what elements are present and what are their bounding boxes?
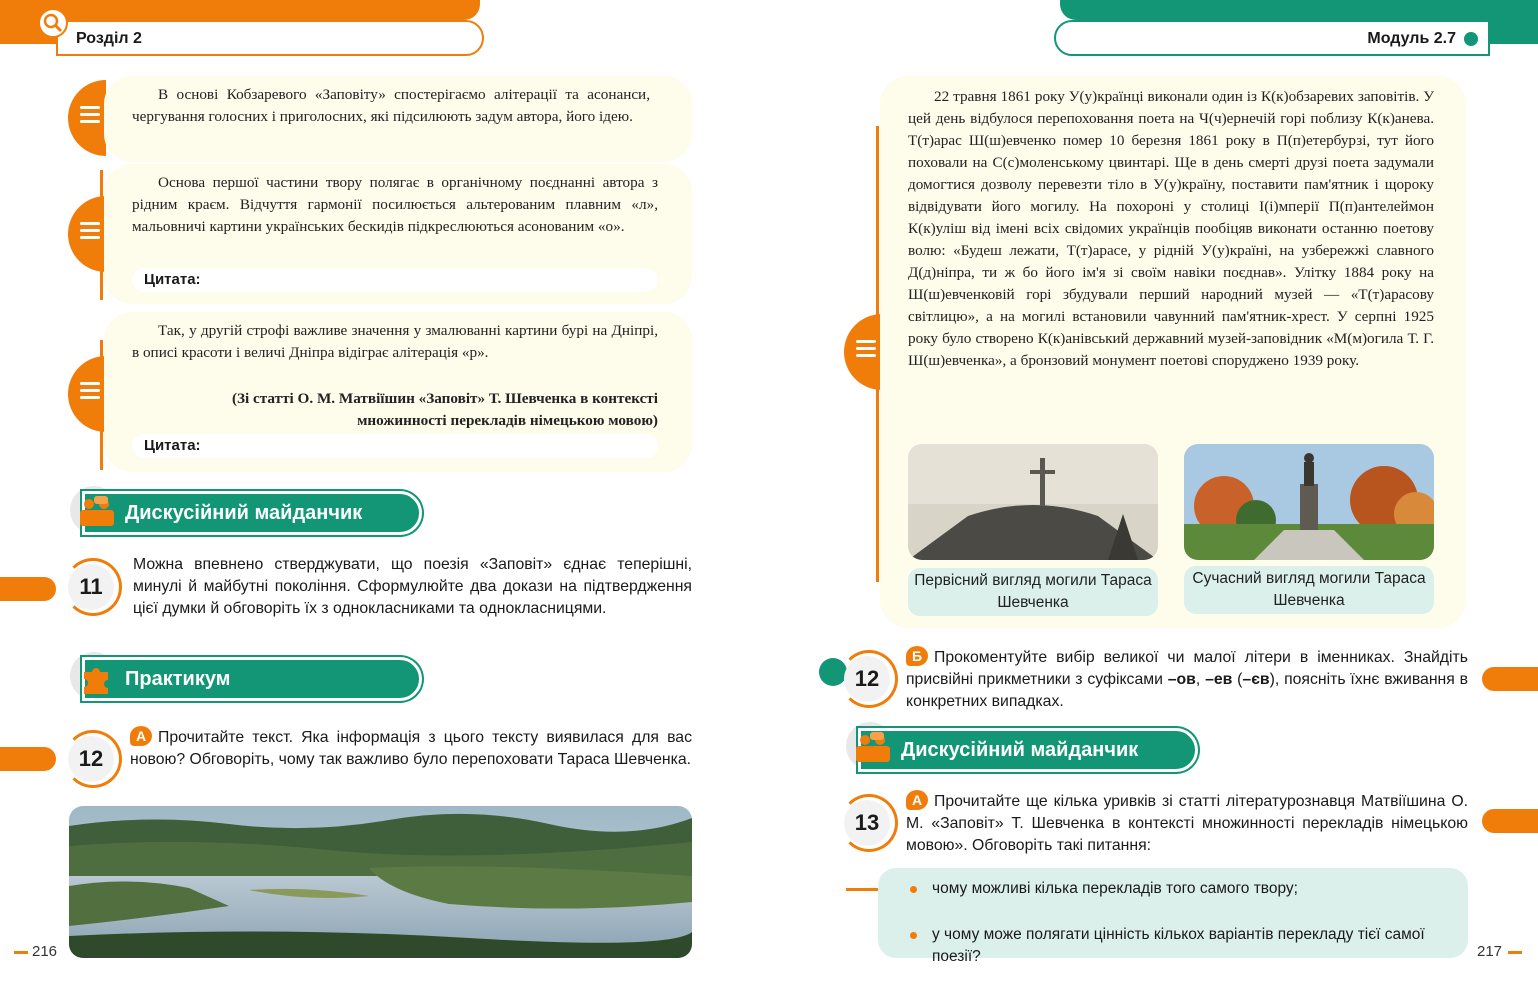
section-title: Дискусійний майданчик xyxy=(125,502,363,524)
task-12b-text: Б Прокоментуйте вибір великої чи малої літери в іменниках. Знайдіть присвійні прикметники з суфіксами –ов, –ев (–єв), поясніть їхнє вживання в конкретних випадках. xyxy=(906,648,1468,710)
puzzle-icon xyxy=(80,664,112,694)
discussion-questions-box xyxy=(878,868,1468,965)
info-box-2-text: Основа першої частини твору полягає в органічному поєднанні автора з рідним краєм. Відчуття гармонії посилюється альтерованим плавним «л», мальовничі картини українських бескидів підкреслюються асонованим «о». xyxy=(132,174,658,235)
caption-modern: Сучасний вигляд могили Тараса Шевченка xyxy=(1184,566,1434,614)
page-number-dash xyxy=(14,951,28,954)
dnipro-river-photo xyxy=(69,806,692,958)
edge-tab xyxy=(0,747,56,771)
edge-tab xyxy=(1482,809,1538,833)
page-number-left: 216 xyxy=(32,943,58,960)
task-12-text: А Прочитайте текст. Яка інформація з цього тексту виявилася для вас новою? Обговоріть, чому так важливо було перепоховати Тараса Шевченка. xyxy=(130,728,692,768)
section-title: Практикум xyxy=(125,668,231,690)
task-badge-b: Б xyxy=(906,646,928,666)
task-number-12: 12 xyxy=(68,736,114,782)
list-item: у чому може полягати цінність кількох варіантів перекладу тієї самої поезії? xyxy=(908,924,1448,968)
task-13-text: А Прочитайте ще кілька уривків зі статті літературознавця Матвіїшина О. М. «Заповіт» Т. Шевченка в контексті множинності перекладів німецькою мовою». Обговоріть такі питання: xyxy=(906,792,1468,854)
section-label: Розділ 2 xyxy=(76,30,142,47)
list-item: чому можливі кілька перекладів того самого твору; xyxy=(908,878,1448,900)
people-discussion-icon xyxy=(80,496,114,526)
page-number-dash xyxy=(1508,951,1522,954)
header-bar-right-corner xyxy=(1488,0,1538,44)
magnifier-icon xyxy=(38,8,68,38)
menu-lines-icon xyxy=(844,314,882,390)
header-pill-right xyxy=(1054,20,1490,56)
module-label: Модуль 2.7 xyxy=(1367,30,1456,47)
header-pill-left xyxy=(56,20,484,56)
people-discussion-icon xyxy=(856,732,890,762)
menu-lines-icon xyxy=(68,356,106,432)
modern-monument-photo xyxy=(1184,444,1434,560)
source-citation: (Зі статті О. М. Матвіїшин «Заповіт» Т. Шевченка в контексті множинності перекладів німецькою мовою) xyxy=(231,390,658,429)
section-header-discussion xyxy=(82,491,422,535)
info-box-1-text: В основі Кобзаревого «Заповіту» спостерігаємо алітерації та асонанси, чергування голосних і приголосних, які підсилюють задум автора, його ідею. xyxy=(132,86,650,125)
header-bar-left xyxy=(0,0,480,20)
menu-lines-icon xyxy=(68,196,106,272)
info-box-3-text: Так, у другій строфі важливе значення у змалюванні картини бурі на Дніпрі, в описі красоти і величі Дніпра відіграє алітерація «р». xyxy=(132,322,658,361)
info-box-3 xyxy=(104,312,692,472)
caption-original: Первісний вигляд могили Тараса Шевченка xyxy=(908,568,1158,616)
edge-tab xyxy=(0,577,56,601)
task-badge-a: А xyxy=(130,726,152,746)
section-title: Дискусійний майданчик xyxy=(901,739,1139,761)
quote-field[interactable]: Цитата: xyxy=(132,434,658,458)
task-11-text: Можна впевнено стверджувати, що поезія «Заповіт» єднає теперішні, минулі й майбутні покоління. Сформулюйте два докази на підтвердження цієї думки й обговоріть їх з однокласниками та однокласницями. xyxy=(133,556,692,617)
info-box-2 xyxy=(104,164,692,304)
module-dot-icon xyxy=(1464,32,1478,46)
header-bar-right xyxy=(1060,0,1538,20)
section-header-discussion-right xyxy=(858,728,1198,772)
task-number-11: 11 xyxy=(68,564,114,610)
task-number-12-right: 12 xyxy=(844,656,890,702)
history-text: 22 травня 1861 року У(у)країнці виконали один із К(к)обзаревих заповітів. У цей день відбулося перепоховання поета на Ч(ч)ернечій горі поблизу К(к)анева. Т(т)арас Ш(ш)евченко помер 10 березня 1861 року в П(п)етербурзі, тут його поховали на С(с)моленському цвинтарі. Ще в день смерті друзі поета задумали домогтися дозволу перевезти тіло в У(у)країну, поставити пам'ятник і щороку відвідувати його могилу. На похороні у столиці І(і)мперії П(п)антелеймон К(к)уліш від імені всіх свідомих українців пообіцяв виконати останню поетову волю: «Будеш лежати, Т(т)арасе, у рідній У(у)країні, на узбережжі славного Д(д)ніпра, ти ж бо його ім'я зі своїм навіки поєднав». Улітку 1884 року на Ш(ш)евченковій горі збудували перший народний музей — «Т(т)арасову світлицю», а на могилі встановили чавунний пам'ятник-хрест. У серпні 1925 року було створено К(к)анівський державний музей-заповідник «М(м)огила Т. Г. Ш(ш)евченка», а бронзовий монумент поетові споруджено 1939 року. xyxy=(908,88,1434,369)
task-badge-a: А xyxy=(906,790,928,810)
section-header-practice xyxy=(82,657,422,701)
edge-tab xyxy=(1482,667,1538,691)
history-box xyxy=(880,76,1466,628)
info-box-1 xyxy=(104,76,692,162)
page-number-right: 217 xyxy=(1477,943,1503,960)
task-number-13: 13 xyxy=(844,800,890,846)
menu-lines-icon xyxy=(68,80,106,156)
original-grave-photo xyxy=(908,444,1158,560)
quote-field[interactable]: Цитата: xyxy=(132,268,658,292)
